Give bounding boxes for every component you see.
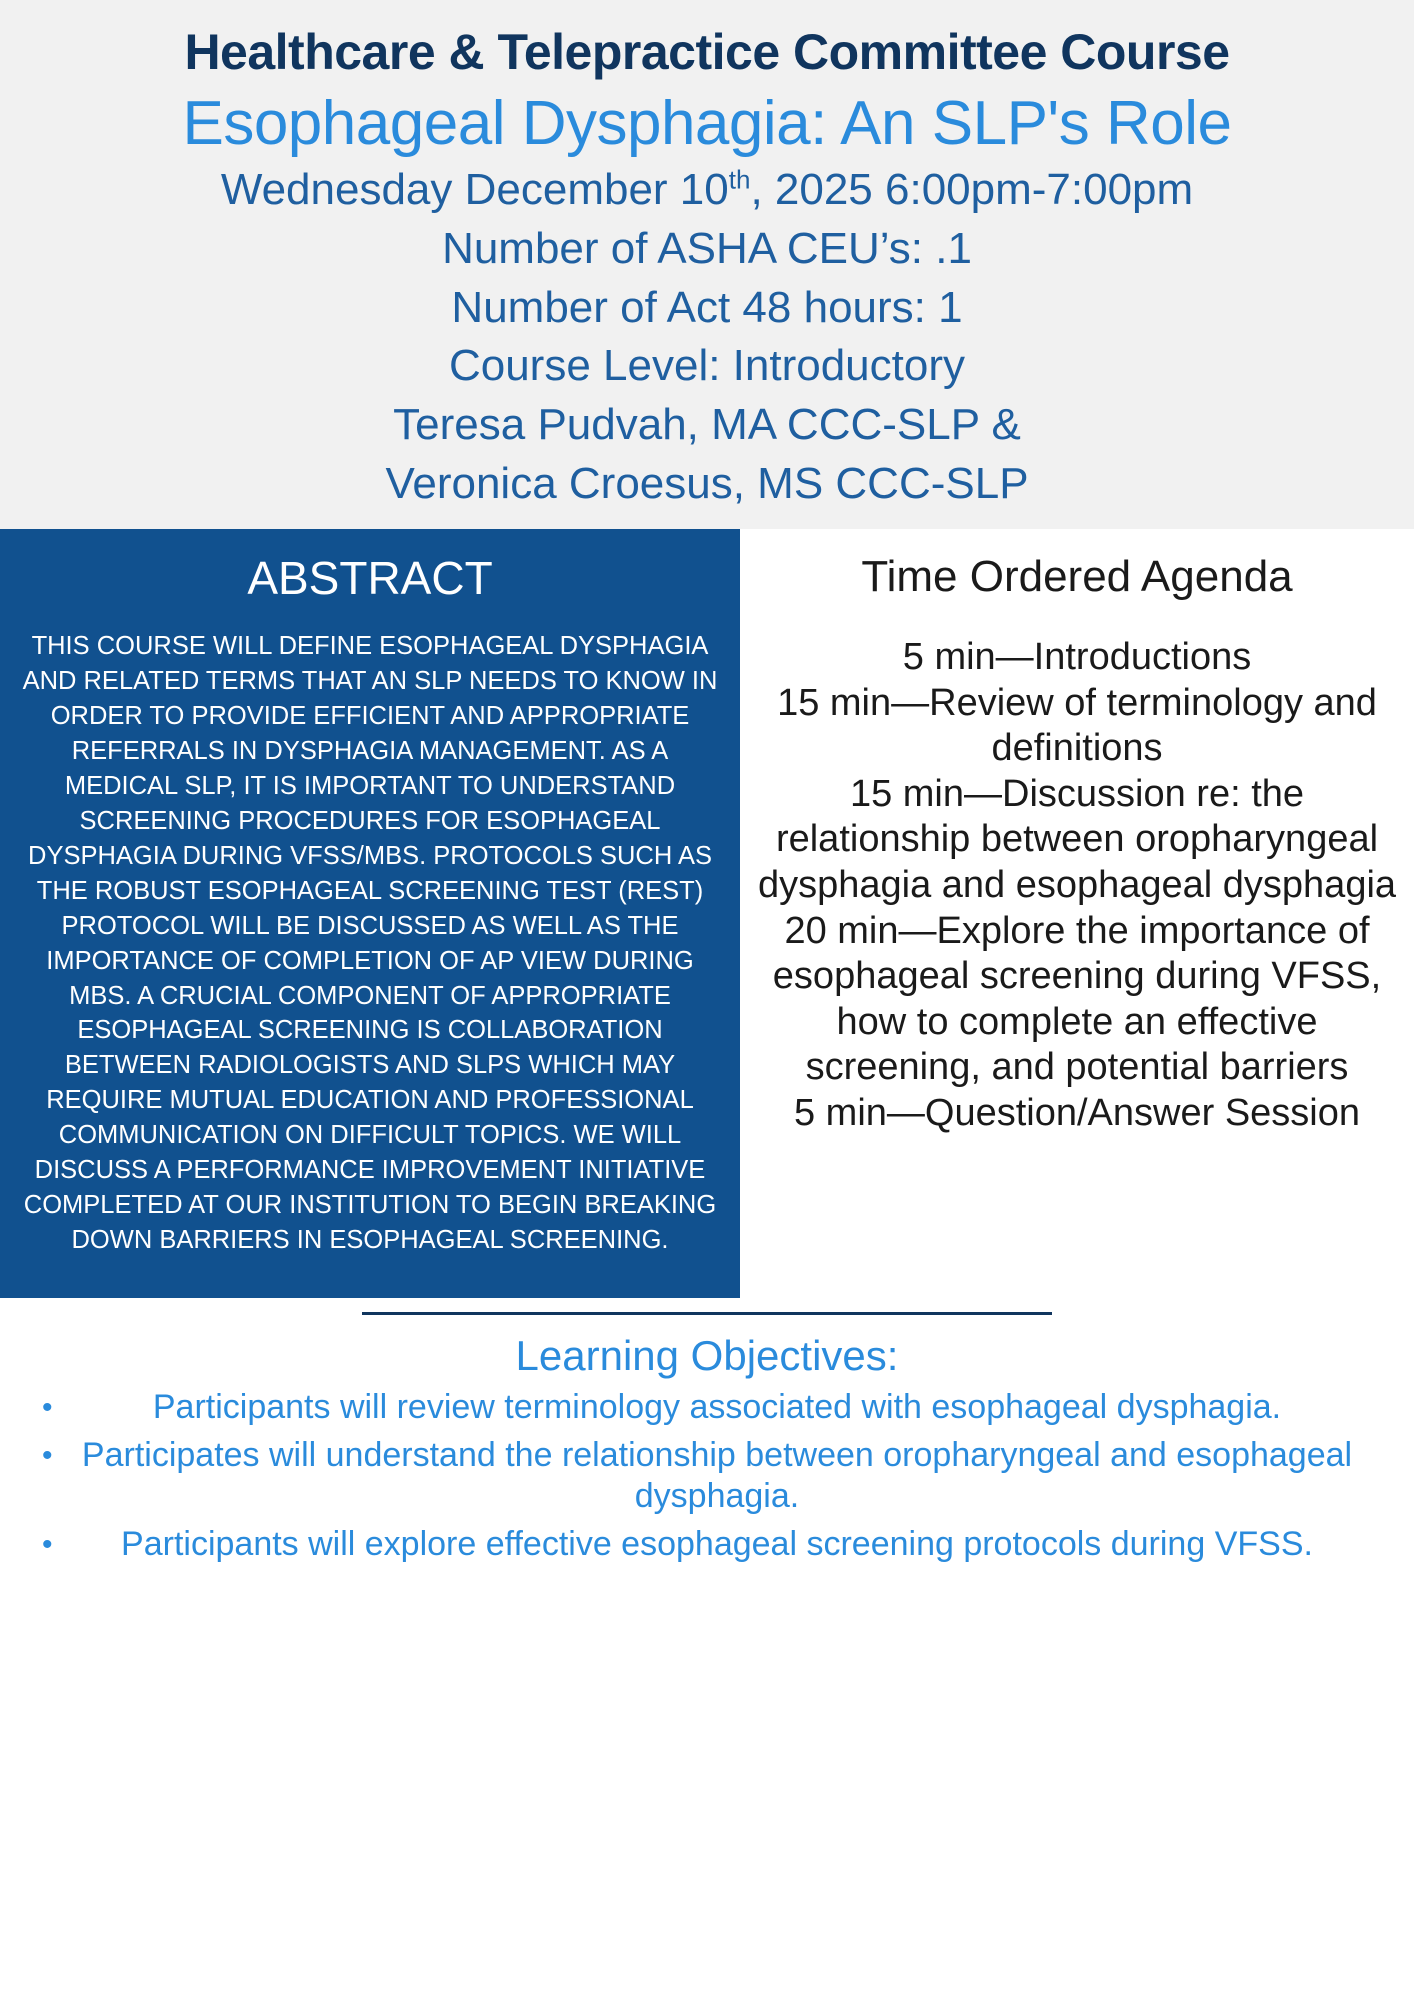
objective-text: Participates will understand the relationship between oropharyngeal and esophageal dysphagia. — [81, 1435, 1353, 1516]
bullet-icon: • — [42, 1527, 53, 1561]
date-prefix: Wednesday December 10 — [220, 164, 729, 214]
bullet-icon: • — [42, 1391, 53, 1425]
course-datetime — [14, 164, 1400, 217]
committee-heading: Healthcare & Telepractice Committee Course — [184, 24, 1230, 80]
list-item — [20, 1387, 1394, 1428]
asha-ceus: Number of ASHA CEU’s: .1 — [442, 223, 972, 273]
abstract-heading: ABSTRACT — [247, 551, 493, 604]
agenda-item: 5 min—Question/Answer Session — [793, 1092, 1361, 1135]
agenda-item: 15 min—Review of terminology and definitions — [777, 681, 1377, 770]
agenda-item: 15 min—Discussion re: the relationship between oropharyngeal dysphagia and esophageal dysphagia — [757, 772, 1397, 907]
abstract-panel — [0, 529, 740, 1298]
presenter-two: Veronica Croesus, MS CCC-SLP — [385, 458, 1029, 508]
date-suffix: , 2025 6:00pm-7:00pm — [750, 164, 1194, 214]
agenda-item: 5 min—Introductions — [902, 636, 1252, 679]
presenter-one: Teresa Pudvah, MA CCC-SLP & — [393, 400, 1021, 450]
bullet-icon: • — [42, 1438, 53, 1472]
section-divider — [362, 1312, 1052, 1315]
content-columns — [0, 529, 1414, 1298]
list-item — [20, 1435, 1394, 1518]
objective-text: Participants will review terminology associated with esophageal dysphagia. — [152, 1388, 1282, 1427]
act48-hours: Number of Act 48 hours: 1 — [451, 282, 963, 332]
objectives-section — [0, 1315, 1414, 1595]
objectives-heading: Learning Objectives: — [515, 1331, 899, 1379]
agenda-list — [750, 635, 1404, 1137]
agenda-panel — [740, 529, 1414, 1298]
agenda-item: 20 min—Explore the importance of esophageal screening during VFSS, how to complete an effective screening, and potential barriers — [772, 909, 1382, 1089]
agenda-heading: Time Ordered Agenda — [861, 551, 1293, 601]
date-ordinal: th — [728, 164, 751, 195]
abstract-text: THIS COURSE WILL DEFINE ESOPHAGEAL DYSPHAGIA AND RELATED TERMS THAT AN SLP NEEDS TO KNOW IN ORDER TO PROVIDE EFFICIENT AND APPROPRIATE REFERRALS IN DYSPHAGIA MANAGEMENT. AS A MEDICAL SLP, IT IS IMPORTANT TO UNDERSTAND SCREENING PROCEDURES FOR ESOPHAGEAL DYSPHAGIA DURING VFSS/MBS. PROTOCOLS SUCH AS THE ROBUST ESOPHAGEAL SCREENING TEST (REST) PROTOCOL WILL BE DISCUSSED AS WELL AS THE IMPORTANCE OF COMPLETION OF AP VIEW DURING MBS. A CRUCIAL COMPONENT OF APPROPRIATE ESOPHAGEAL SCREENING IS COLLABORATION BETWEEN RADIOLOGISTS AND SLPS WHICH MAY REQUIRE MUTUAL EDUCATION AND PROFESSIONAL COMMUNICATION ON DIFFICULT TOPICS. WE WILL DISCUSS A PERFORMANCE IMPROVEMENT INITIATIVE COMPLETED AT OUR INSTITUTION TO BEGIN BREAKING DOWN BARRIERS IN ESOPHAGEAL SCREENING. — [22, 632, 718, 1254]
objectives-list — [20, 1387, 1394, 1565]
list-item — [20, 1524, 1394, 1565]
objective-text: Participants will explore effective esophageal screening protocols during VFSS. — [121, 1524, 1313, 1563]
course-level: Course Level: Introductory — [448, 341, 966, 391]
header-block — [0, 0, 1414, 529]
course-title: Esophageal Dysphagia: An SLP's Role — [182, 88, 1232, 158]
